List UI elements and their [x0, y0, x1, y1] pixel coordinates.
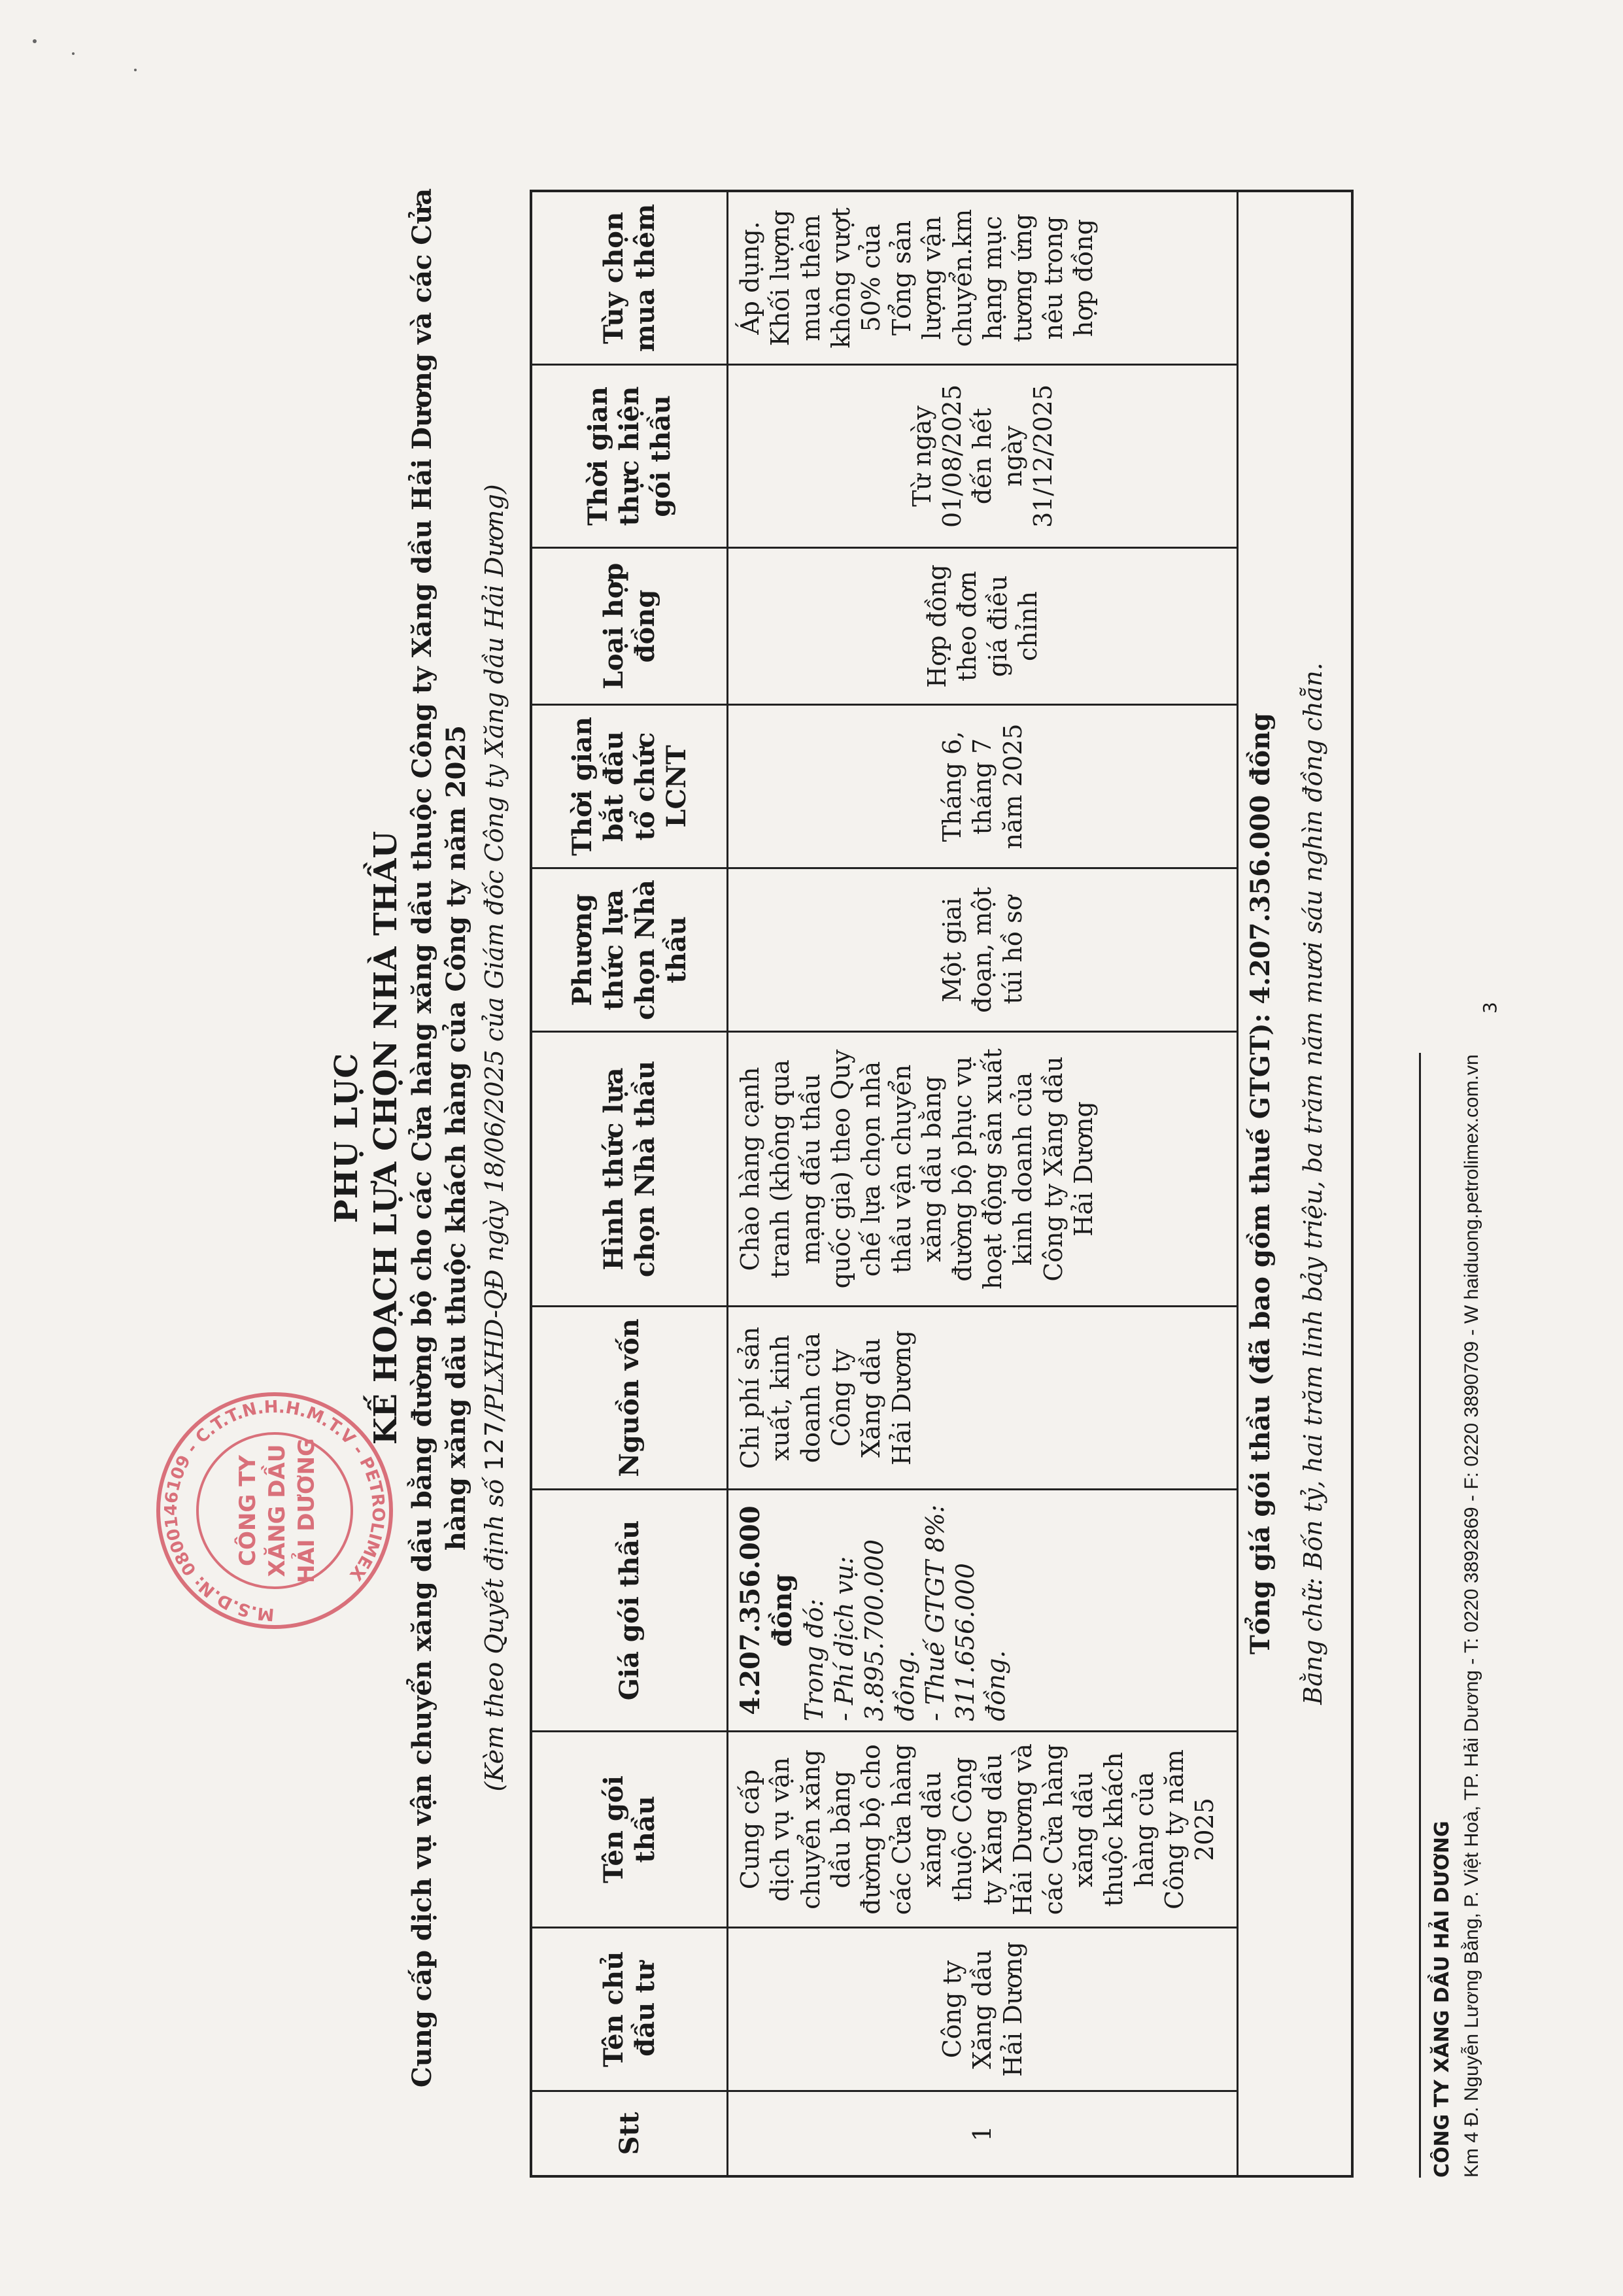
col-header-package-name: Tên gói thầu [532, 1730, 726, 1927]
cell-selection-form [728, 1031, 1237, 1305]
price-service-fee: - Phí dịch vụ: 3.895.700.000 đồng. [829, 1539, 919, 1721]
total-in-words: Bằng chữ: Bốn tỷ, hai trăm linh bảy triệu, ba trăm năm mươi sáu nghìn đồng chẵn. [1299, 662, 1327, 1705]
stamp-center-line3: HẢI DƯƠNG [294, 1438, 320, 1583]
cell-package-name [728, 1730, 1237, 1927]
decision-suffix: /PLXHD-QĐ ngày 18/06/2025 của Giám đốc Công ty Xăng dầu Hải Dương) [480, 484, 509, 1420]
price-breakdown-label: Trong đó: [799, 1598, 829, 1721]
footer-address: Km 4 Đ. Nguyễn Lương Bằng, P. Việt Hoà, TP. Hải Dương - T: 0220 3892869 - F: 0220 3890709 - W haiduong.petrolimex.com.vn [1461, 1054, 1482, 2178]
appendix-title: PHỤ LỤC [328, 1052, 365, 1224]
cell-price [728, 1488, 1237, 1730]
subtitle-line1: Cung cấp dịch vụ vận chuyển xăng dầu bằng đường bộ cho các Cửa hàng xăng dầu thuộc Công ty Xăng dầu Hải Dương và các Cửa [407, 188, 437, 2088]
col-header-price: Giá gói thầu [532, 1488, 726, 1730]
decision-prefix: (Kèm theo Quyết định số [480, 1471, 509, 1792]
cell-selection-method-text: Một giai đoạn, một túi hồ sơ [937, 887, 1027, 1013]
col-header-purchase-option: Tùy chọn mua thêm [598, 203, 660, 352]
cell-duration [728, 364, 1237, 547]
cell-funding-text: Chi phí sản xuất, kinh doanh của Công ty Xăng dầu Hải Dương [736, 1326, 916, 1469]
col-header-duration: Thời gian thực hiện gói thầu [532, 364, 726, 547]
cell-purchase-option [728, 192, 1237, 364]
cell-duration-text: Từ ngày 01/08/2025 đến hết ngày 31/12/2025 [907, 384, 1058, 528]
price-vat: - Thuế GTGT 8%: 311.656.000 đồng. [921, 1504, 1010, 1721]
cell-investor-text: Công ty Xăng dầu Hải Dương [937, 1942, 1027, 2077]
total-price: Tổng giá gói thầu (đã bao gồm thuế GTGT): 4.207.356.000 đồng [1245, 712, 1276, 1655]
stamp-center-line1: CÔNG TY [235, 1455, 261, 1566]
col-header-contract-type: Loại hợp đồng [532, 547, 726, 704]
cell-selection-form-text: Chào hàng cạnh tranh (không qua mạng đấu thầu quốc gia) theo Quy chế lựa chọn nhà thầu vận chuyển xăng dầu bằng đường bộ phục vụ hoạt động sản xuất kinh doanh của Công ty Xăng dầu Hải Dương [736, 1048, 1098, 1290]
col-header-selection-method: Phương thức lựa chọn Nhà thầu [532, 867, 726, 1031]
footer-divider [1419, 1053, 1421, 2178]
cell-package-name-text: Cung cấp dịch vụ vận chuyển xăng dầu bằng đường bộ cho các Cửa hàng xăng dầu thuộc Công ty Xăng dầu Hải Dương và các Cửa hàng xăng dầu thuộc khách hàng của Công ty năm 2025 [736, 1743, 1220, 1915]
decision-number: 127 [480, 1419, 509, 1471]
col-header-funding: Nguồn vốn [532, 1305, 726, 1488]
rotated-page [20, 20, 1589, 2256]
footer-company-name: CÔNG TY XĂNG DẦU HẢI DƯƠNG [1431, 1821, 1454, 2178]
cell-purchase-option-text: Áp dụng. Khối lượng mua thêm không vượt 50% của Tổng sản lượng vận chuyển.km hạng mục tương ứng nêu trong hợp đồng [736, 207, 1098, 349]
col-header-selection-form: Hình thức lựa chọn Nhà thầu [532, 1031, 726, 1305]
contractor-plan-table [530, 190, 1354, 2178]
price-total: 4.207.356.000 đồng [735, 1505, 798, 1715]
decision-reference [477, 177, 512, 2099]
cell-investor [728, 1927, 1237, 2090]
cell-contract-type [728, 547, 1237, 704]
subtitle-line2: hàng xăng dầu thuộc khách hàng của Công ty năm 2025 [441, 725, 471, 1551]
col-header-start-time: Thời gian bắt đầu tổ chức LCNT [532, 704, 726, 867]
cell-selection-method [728, 867, 1237, 1031]
col-header-stt: Stt [532, 2090, 726, 2175]
stamp-center-line2: XĂNG DẦU [264, 1444, 290, 1577]
table-total-row [1239, 192, 1354, 2175]
col-header-investor: Tên chủ đầu tư [532, 1927, 726, 2090]
page-number: 3 [1479, 1002, 1501, 1014]
cell-start-time [728, 704, 1237, 867]
cell-stt: 1 [728, 2090, 1237, 2175]
table-row [728, 192, 1239, 2175]
plan-title: KẾ HOẠCH LỰA CHỌN NHÀ THẦU [367, 831, 404, 1445]
document-header [327, 177, 512, 2099]
stamp-ring-text: M.S.D.N: 0800146109 - C.T.T.N.H.H.M.T.V - PETROLIMEX [161, 1397, 388, 1624]
cell-contract-type-text: Hợp đồng theo đơn giá điều chỉnh [922, 564, 1042, 688]
table-header-row [532, 192, 728, 2175]
cell-funding [728, 1305, 1237, 1488]
cell-start-time-text: Tháng 6, tháng 7 năm 2025 [937, 723, 1027, 849]
